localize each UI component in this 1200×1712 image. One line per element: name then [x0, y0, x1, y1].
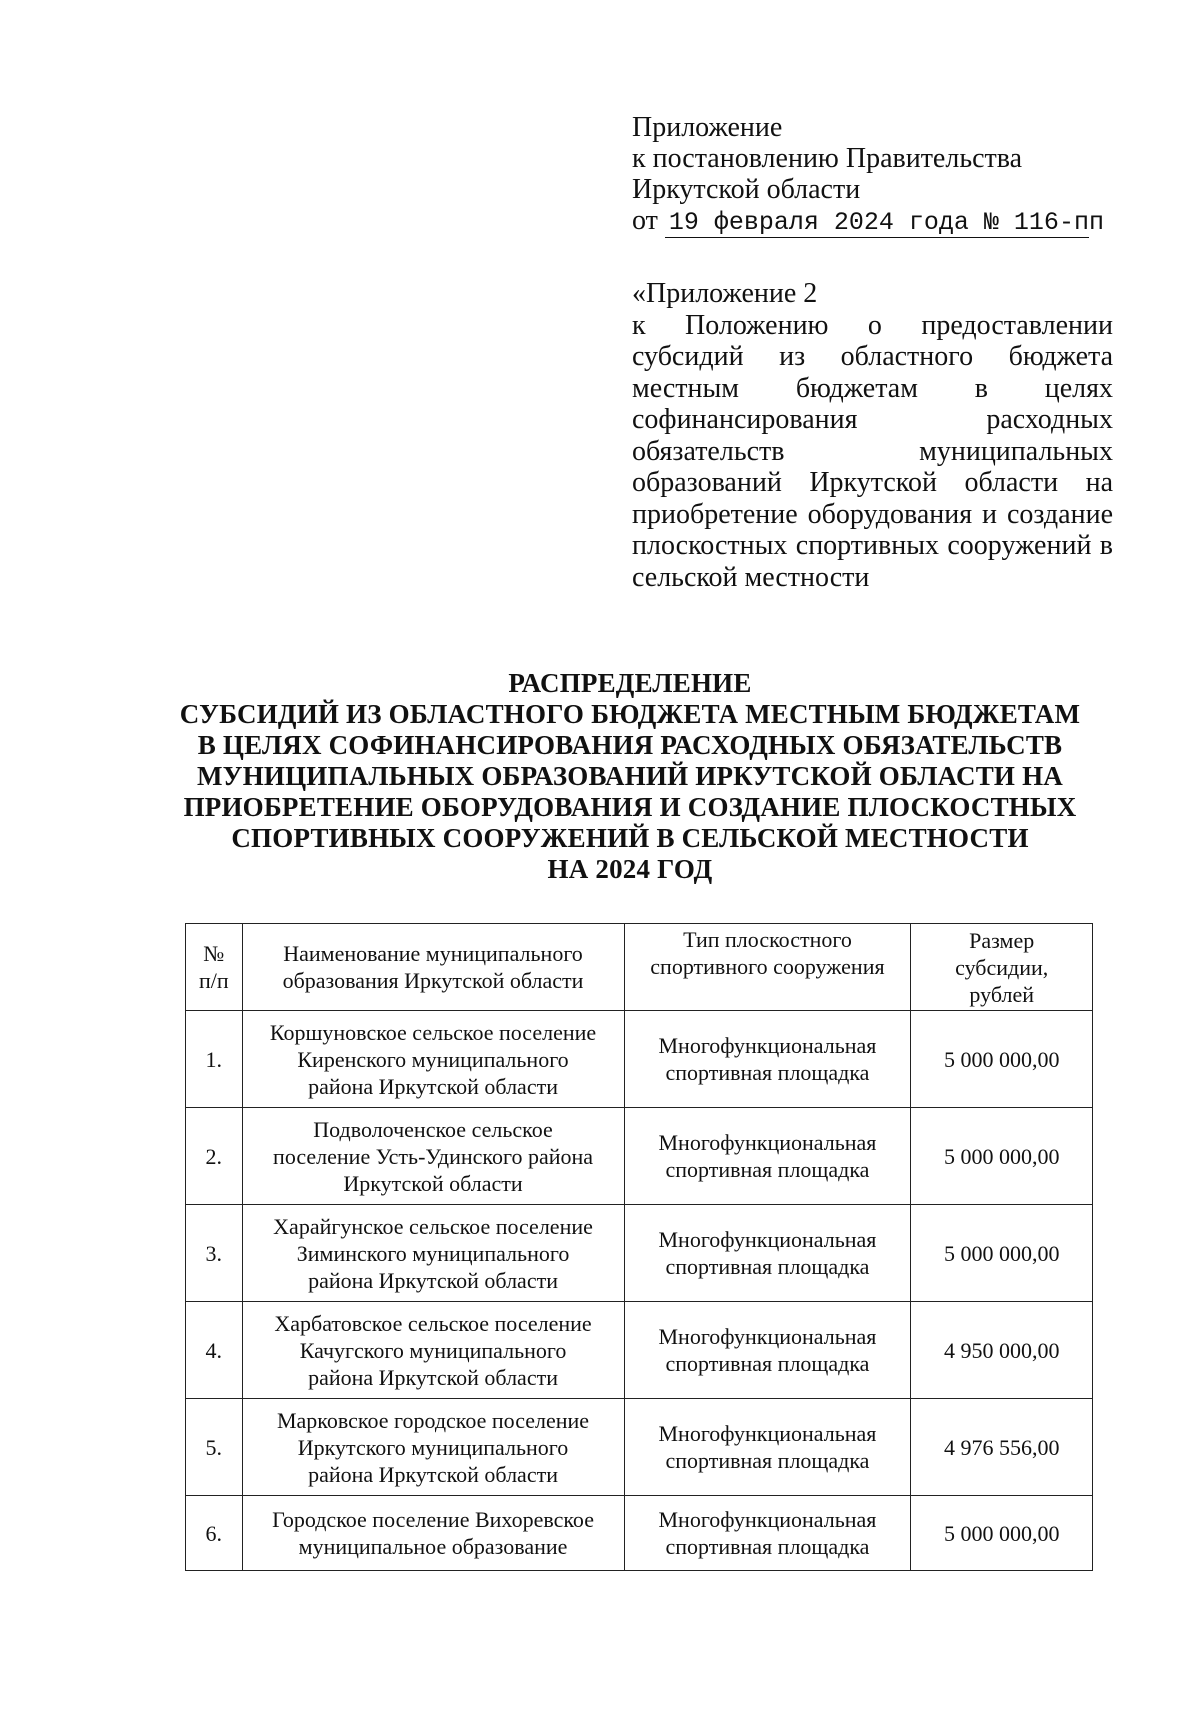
- row-type: [624, 1108, 911, 1205]
- row-type-line: Многофункциональная: [658, 1227, 877, 1252]
- row-type: [624, 1302, 911, 1399]
- row-type-line: Многофункциональная: [658, 1421, 877, 1446]
- row-type-line: спортивная площадка: [665, 1534, 870, 1559]
- header-amount-line: Размер: [969, 927, 1035, 953]
- row-name-line: Харбатовское сельское поселение: [274, 1310, 592, 1336]
- annex2-line: обязательств муниципальных: [632, 435, 1113, 467]
- header-name: [242, 924, 624, 1011]
- row-type-line: Многофункциональная: [658, 1507, 877, 1532]
- row-type: [624, 1399, 911, 1496]
- title-line: ПРИОБРЕТЕНИЕ ОБОРУДОВАНИЯ И СОЗДАНИЕ ПЛОСКОСТНЫХ: [183, 792, 1077, 822]
- row-type: [624, 1011, 911, 1108]
- row-amount: 4 950 000,00: [911, 1302, 1093, 1399]
- row-name: [242, 1108, 624, 1205]
- table-row: [186, 1011, 1093, 1108]
- row-name-line: Иркутского муниципального: [297, 1434, 569, 1460]
- annex2-line: субсидий из областного бюджета: [632, 341, 1113, 372]
- annex2-label: «Приложение 2: [632, 278, 818, 309]
- header-type-line: Тип плоскостного: [683, 927, 852, 952]
- annex2-header: [632, 278, 1113, 593]
- header-type: [624, 924, 911, 1011]
- row-type-line: Многофункциональная: [658, 1130, 877, 1155]
- header-num-line: п/п: [198, 968, 229, 993]
- annex2-line: местным бюджетам в целях: [632, 372, 1113, 404]
- row-name-line: Зиминского муниципального: [296, 1240, 570, 1266]
- annex-date-value: 19 февраля 2024 года № 116-пп: [665, 209, 1089, 238]
- table-row: [186, 1496, 1093, 1571]
- row-num: 2.: [186, 1108, 243, 1205]
- row-num: 4.: [186, 1302, 243, 1399]
- row-type-line: спортивная площадка: [665, 1351, 870, 1376]
- header-amount-line: рублей: [969, 981, 1034, 1007]
- annex-label: Приложение: [632, 112, 783, 143]
- row-name-line: района Иркутской области: [308, 1073, 558, 1099]
- row-type-line: Многофункциональная: [658, 1324, 877, 1349]
- row-type: [624, 1205, 911, 1302]
- table-row: [186, 1399, 1093, 1496]
- annex2-line: к Положению о предоставлении: [632, 309, 1113, 341]
- table-row: [186, 1205, 1093, 1302]
- row-name-line: Харайгунское сельское поселение: [273, 1213, 593, 1239]
- row-name-line: Иркутской области: [343, 1170, 523, 1196]
- row-name: [242, 1205, 624, 1302]
- distribution-table: [185, 923, 1093, 1571]
- header-amount-line: субсидии,: [955, 954, 1049, 980]
- row-type-line: спортивная площадка: [665, 1060, 870, 1085]
- row-name-line: Коршуновское сельское поселение: [269, 1019, 597, 1045]
- row-num: 3.: [186, 1205, 243, 1302]
- document-title: [130, 668, 1130, 885]
- title-line: НА 2024 ГОД: [547, 854, 713, 884]
- header-name-line: Наименование муниципального: [283, 941, 583, 966]
- row-amount: 4 976 556,00: [911, 1399, 1093, 1496]
- row-amount: 5 000 000,00: [911, 1108, 1093, 1205]
- row-num: 6.: [186, 1496, 243, 1571]
- row-name: [242, 1011, 624, 1108]
- row-name-line: района Иркутской области: [308, 1364, 558, 1390]
- header-name-line: образования Иркутской области: [282, 968, 584, 993]
- header-num: [186, 924, 243, 1011]
- annex-region: Иркутской области: [632, 174, 861, 205]
- title-line: РАСПРЕДЕЛЕНИЕ: [508, 668, 752, 698]
- title-line: В ЦЕЛЯХ СОФИНАНСИРОВАНИЯ РАСХОДНЫХ ОБЯЗАТЕЛЬСТВ: [197, 730, 1063, 760]
- row-name-line: Подволоченское сельское: [313, 1116, 553, 1142]
- annex-date-prefix: от: [632, 205, 658, 236]
- annex-header: [632, 112, 1112, 238]
- table-row: [186, 1302, 1093, 1399]
- annex2-line: софинансирования расходных: [632, 404, 1113, 435]
- table-header-row: [186, 924, 1093, 1011]
- header-num-line: №: [203, 941, 225, 966]
- row-name-line: Марковское городское поселение: [276, 1407, 590, 1433]
- row-name: [242, 1496, 624, 1571]
- row-amount: 5 000 000,00: [911, 1496, 1093, 1571]
- row-name: [242, 1302, 624, 1399]
- row-num: 5.: [186, 1399, 243, 1496]
- annex2-line: образований Иркутской области на: [632, 467, 1113, 498]
- row-amount: 5 000 000,00: [911, 1205, 1093, 1302]
- annex2-line: приобретение оборудования и создание: [632, 498, 1113, 530]
- row-name-line: Качугского муниципального: [299, 1337, 567, 1363]
- row-type-line: спортивная площадка: [665, 1254, 870, 1279]
- annex-decree-ref: к постановлению Правительства: [632, 143, 1023, 174]
- title-line: СПОРТИВНЫХ СООРУЖЕНИЙ В СЕЛЬСКОЙ МЕСТНОСТИ: [231, 823, 1029, 853]
- row-type-line: Многофункциональная: [658, 1033, 877, 1058]
- row-type-line: спортивная площадка: [665, 1448, 870, 1473]
- header-amount: [911, 924, 1093, 1011]
- title-line: СУБСИДИЙ ИЗ ОБЛАСТНОГО БЮДЖЕТА МЕСТНЫМ БЮДЖЕТАМ: [179, 699, 1081, 729]
- annex2-line: плоскостных спортивных сооружений в: [632, 530, 1113, 561]
- row-type: [624, 1496, 911, 1571]
- row-name: [242, 1399, 624, 1496]
- annex2-line: сельской местности: [632, 561, 870, 593]
- header-type-line: спортивного сооружения: [650, 954, 885, 979]
- row-name-line: муниципальное образование: [298, 1534, 568, 1559]
- row-name-line: Городское поселение Вихоревское: [272, 1507, 594, 1532]
- table-row: [186, 1108, 1093, 1205]
- title-line: МУНИЦИПАЛЬНЫХ ОБРАЗОВАНИЙ ИРКУТСКОЙ ОБЛАСТИ НА: [197, 761, 1063, 791]
- row-name-line: поселение Усть-Удинского района: [273, 1143, 594, 1169]
- row-type-line: спортивная площадка: [665, 1157, 870, 1182]
- row-name-line: района Иркутской области: [308, 1267, 558, 1293]
- annex-date-line: [632, 205, 1112, 238]
- row-name-line: Киренского муниципального: [297, 1046, 569, 1072]
- row-name-line: района Иркутской области: [308, 1461, 558, 1487]
- row-num: 1.: [186, 1011, 243, 1108]
- row-amount: 5 000 000,00: [911, 1011, 1093, 1108]
